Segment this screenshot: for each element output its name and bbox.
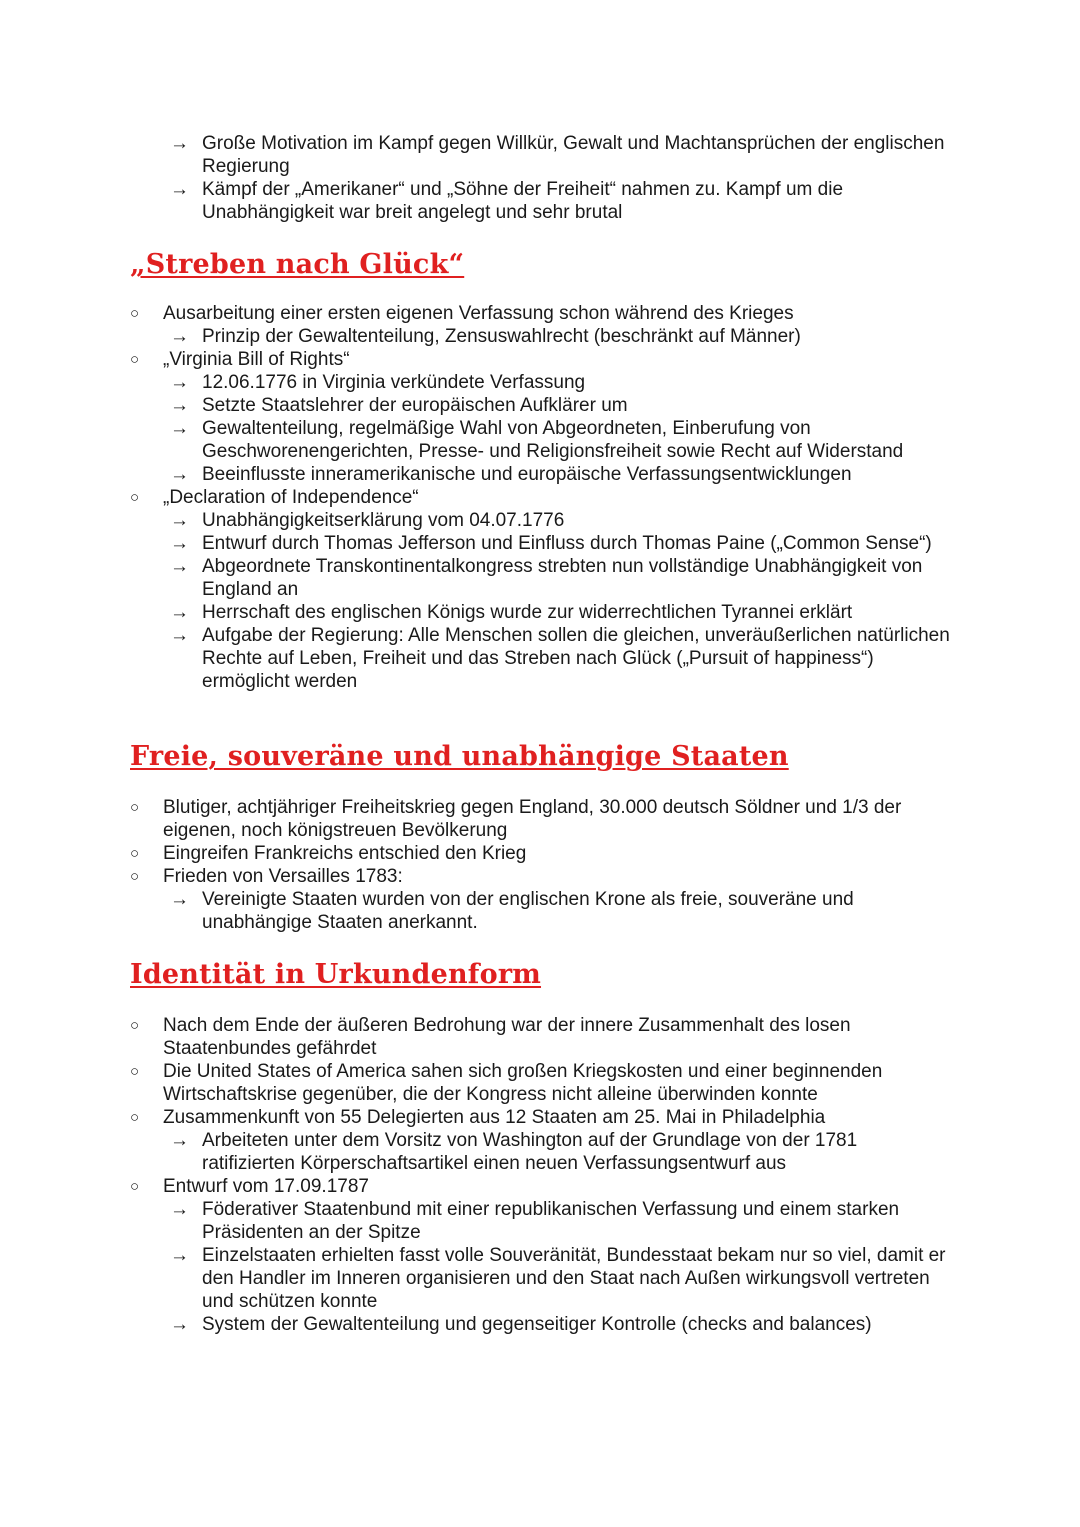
arrow-icon: →	[170, 1130, 189, 1151]
arrow-icon: →	[170, 1245, 189, 1266]
bullet-item: ○ Frieden von Versailles 1783:	[130, 866, 403, 887]
arrow-item: → Vereinigte Staaten wurden von der englischen Krone als freie, souveräne und unabhängige Staaten anerkannt.	[170, 889, 854, 933]
arrow-item: → 12.06.1776 in Virginia verkündete Verfassung	[170, 372, 586, 393]
arrow-item: → Aufgabe der Regierung: Alle Menschen sollen die gleichen, unveräußerlichen natürlichen Rechte auf Leben, Freiheit und das Streben nach Glück („Pursuit of happiness“) ermöglicht werden	[170, 625, 950, 692]
bullet-icon: ○	[130, 868, 140, 885]
arrow-item: → Beeinflusste inneramerikanische und europäische Verfassungsentwicklungen	[170, 464, 852, 485]
bullet-item: ○ Entwurf vom 17.09.1787	[130, 1176, 369, 1197]
arrow-item: → Abgeordnete Transkontinentalkongress strebten nun vollständige Unabhängigkeit von England an	[170, 556, 923, 600]
arrow-icon: →	[170, 326, 189, 347]
bullet-item: ○ „Declaration of Independence“	[130, 487, 419, 508]
arrow-item: → Entwurf durch Thomas Jefferson und Einfluss durch Thomas Paine („Common Sense“)	[170, 533, 932, 554]
arrow-item: → Arbeiteten unter dem Vorsitz von Washington auf der Grundlage von der 1781 ratifizierten Körperschaftsartikel einen neuen Verfassungsentwurf aus	[170, 1130, 858, 1174]
arrow-icon: →	[170, 556, 189, 577]
arrow-icon: →	[170, 418, 189, 439]
bullet-icon: ○	[130, 799, 140, 816]
bullet-item: ○ Zusammenkunft von 55 Delegierten aus 12 Staaten am 25. Mai in Philadelphia	[130, 1107, 826, 1128]
section-heading: Freie, souveräne und unabhängige Staaten	[130, 741, 789, 772]
arrow-icon: →	[170, 1199, 189, 1220]
bullet-icon: ○	[130, 1109, 140, 1126]
arrow-item: → Kämpf der „Amerikaner“ und „Söhne der Freiheit“ nahmen zu. Kampf um die Unabhängigkeit war breit angelegt und sehr brutal	[170, 179, 844, 223]
arrow-item: → Prinzip der Gewaltenteilung, Zensuswahlrecht (beschränkt auf Männer)	[170, 326, 801, 347]
bullet-icon: ○	[130, 1178, 140, 1195]
arrow-item: → Große Motivation im Kampf gegen Willkür, Gewalt und Machtansprüchen der englischen Regierung	[170, 133, 945, 177]
bullet-icon: ○	[130, 845, 140, 862]
bullet-icon: ○	[130, 351, 140, 368]
arrow-icon: →	[170, 602, 189, 623]
arrow-icon: →	[170, 464, 189, 485]
arrow-item: → Einzelstaaten erhielten fasst volle Souveränität, Bundesstaat bekam nur so viel, damit er den Handler im Inneren organisieren und den Staat nach Außen wirkungsvoll vertreten und schützen konnte	[170, 1245, 946, 1312]
arrow-icon: →	[170, 533, 189, 554]
section-heading: „Streben nach Glück“	[130, 249, 465, 280]
section-heading: Identität in Urkundenform	[130, 959, 542, 990]
intro-block	[0, 132, 1080, 224]
bullet-icon: ○	[130, 489, 140, 506]
arrow-icon: →	[170, 889, 189, 910]
bullet-item: ○ „Virginia Bill of Rights“	[130, 349, 350, 370]
bullet-icon: ○	[130, 1063, 140, 1080]
bullet-item: ○ Ausarbeitung einer ersten eigenen Verfassung schon während des Krieges	[130, 303, 794, 324]
arrow-icon: →	[170, 1314, 189, 1335]
arrow-item: → Gewaltenteilung, regelmäßige Wahl von Abgeordneten, Einberufung von Geschworenengerichten, Presse- und Religionsfreiheit sowie Recht auf Widerstand	[170, 418, 904, 462]
section-freie-staaten	[0, 740, 1080, 934]
arrow-icon: →	[170, 179, 189, 200]
arrow-icon: →	[170, 510, 189, 531]
bullet-item: ○ Nach dem Ende der äußeren Bedrohung war der innere Zusammenhalt des losen Staatenbundes gefährdet	[130, 1015, 851, 1059]
section-identitaet-urkundenform	[0, 958, 1080, 1336]
arrow-item: → Setzte Staatslehrer der europäischen Aufklärer um	[170, 395, 628, 416]
arrow-icon: →	[170, 395, 189, 416]
bullet-item: ○ Blutiger, achtjähriger Freiheitskrieg gegen England, 30.000 deutsch Söldner und 1/3 der eigenen, noch königstreuen Bevölkerung	[130, 797, 902, 841]
arrow-item: → Unabhängigkeitserklärung vom 04.07.1776	[170, 510, 565, 531]
bullet-item: ○ Die United States of America sahen sich großen Kriegskosten und einer beginnenden Wirtschaftskrise gegenüber, die der Kongress nicht alleine überwinden konnte	[130, 1061, 883, 1105]
bullet-icon: ○	[130, 1017, 140, 1034]
arrow-item: → System der Gewaltenteilung und gegenseitiger Kontrolle (checks and balances)	[170, 1314, 872, 1335]
arrow-item: → Föderativer Staatenbund mit einer republikanischen Verfassung und einem starken Präsidenten an der Spitze	[170, 1199, 900, 1243]
bullet-icon: ○	[130, 305, 140, 322]
section-streben-nach-glueck	[0, 248, 1080, 693]
bullet-item: ○ Eingreifen Frankreichs entschied den Krieg	[130, 843, 527, 864]
arrow-icon: →	[170, 625, 189, 646]
arrow-icon: →	[170, 372, 189, 393]
arrow-item: → Herrschaft des englischen Königs wurde zur widerrechtlichen Tyrannei erklärt	[170, 602, 853, 623]
arrow-icon: →	[170, 133, 189, 154]
